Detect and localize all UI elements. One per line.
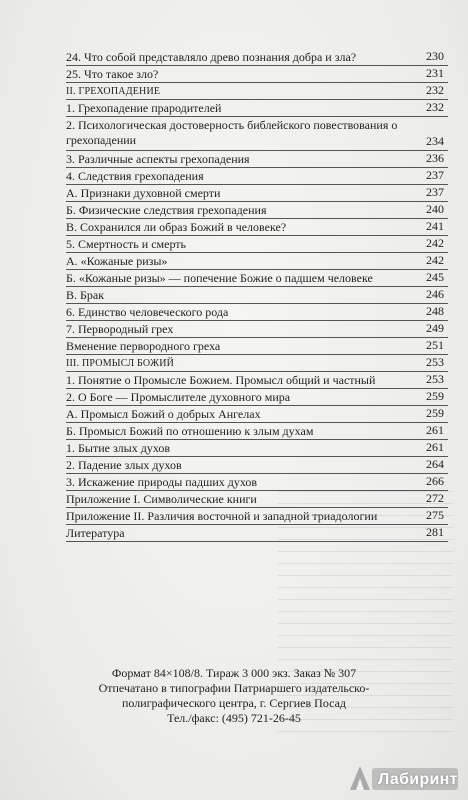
toc-title: 2. Психологическая достоверность библейского повествования о грехопадении [66, 118, 398, 147]
imprint-format: Формат 84×108/8. Тираж 3 000 экз. Заказ № 307 [111, 666, 357, 680]
toc-page: 241 [426, 219, 444, 233]
toc-page: 259 [426, 406, 444, 420]
toc-title: Б. Физические следствия грехопадения [66, 203, 267, 217]
toc-entry [66, 440, 448, 457]
toc-title: В. Брак [66, 288, 105, 302]
toc-page: 253 [426, 355, 444, 369]
toc-title: А. Признаки духовной смерти [66, 186, 221, 200]
toc-page: 264 [426, 457, 444, 471]
toc-page: 236 [426, 151, 444, 165]
toc-page: 248 [426, 304, 444, 318]
toc-entry [66, 168, 448, 185]
toc-title: Приложение II. Различия восточной и западной триадологии [66, 509, 378, 523]
toc-title: В. Сохранился ли образ Божий в человеке? [66, 220, 287, 234]
toc-entry [66, 151, 448, 168]
toc-title: Вменение первородного греха [66, 339, 221, 353]
imprint-location: полиграфического центра, г. Сергиев Посад [121, 696, 347, 710]
toc-title: Б. Промысл Божий по отношению к злым духам [66, 424, 314, 438]
imprint-phone: Тел./факс: (495) 721-26-45 [167, 711, 301, 725]
toc-entry [66, 253, 448, 270]
toc-title: Б. «Кожаные ризы» — попечение Божие о падшем человеке [66, 271, 373, 285]
toc-entry [66, 185, 448, 202]
toc-page: 275 [426, 508, 444, 522]
toc-title: 2. Падение злых духов [66, 458, 182, 472]
toc-title: 24. Что собой представляло древо познания добра и зла? [66, 50, 357, 64]
toc-entry [66, 304, 448, 321]
toc-entry [66, 66, 448, 83]
toc-title: Литература [66, 526, 125, 540]
toc-entry [66, 491, 448, 508]
toc-entry [66, 270, 448, 287]
toc-page: 237 [426, 185, 444, 199]
toc-entry [66, 100, 448, 117]
toc-section-heading [66, 355, 448, 372]
table-of-contents [66, 49, 448, 542]
toc-title: III. ПРОМЫСЛ БОЖИЙ [66, 358, 175, 369]
imprint-printer: Отпечатано в типографии Патриаршего издательско- [98, 681, 370, 695]
toc-page: 245 [426, 270, 444, 284]
toc-section-heading [66, 83, 448, 100]
toc-entry [66, 287, 448, 304]
toc-title: 6. Единство человеческого рода [66, 305, 229, 319]
toc-title: Приложение I. Символические книги [66, 492, 257, 506]
toc-page: 249 [426, 321, 444, 335]
toc-title: 3. Искажение природы падших духов [66, 475, 258, 489]
toc-page: 259 [426, 389, 444, 403]
toc-title: 25. Что такое зло? [66, 67, 159, 81]
toc-page: 261 [426, 423, 444, 437]
toc-page: 242 [426, 253, 444, 267]
toc-title: А. «Кожаные ризы» [66, 254, 168, 268]
toc-title: 1. Грехопадение прародителей [66, 101, 222, 115]
toc-title: 4. Следствия грехопадения [66, 169, 204, 183]
toc-title: А. Промысл Божий о добрых Ангелах [66, 407, 261, 421]
toc-page: 266 [426, 474, 444, 488]
toc-entry [66, 321, 448, 338]
toc-page: 231 [426, 66, 444, 80]
toc-title: 5. Смертность и смерть [66, 237, 186, 251]
imprint-block [0, 666, 468, 726]
toc-page: 240 [426, 202, 444, 216]
toc-page: 234 [426, 134, 444, 148]
toc-entry [66, 474, 448, 491]
toc-page: 232 [426, 100, 444, 114]
toc-entry [66, 338, 448, 355]
toc-entry [66, 525, 448, 542]
toc-entry [66, 406, 448, 423]
toc-title: 1. Понятие о Промысле Божием. Промысл общий и частный [66, 373, 376, 387]
toc-page: 251 [426, 338, 444, 352]
toc-title: 3. Различные аспекты грехопадения [66, 152, 250, 166]
toc-entry [66, 202, 448, 219]
toc-title: 1. Бытие злых духов [66, 441, 171, 455]
toc-title: 2. О Боге — Промыслителе духовного мира [66, 390, 291, 404]
toc-page: 237 [426, 168, 444, 182]
toc-entry [66, 117, 448, 151]
toc-entry [66, 236, 448, 253]
toc-entry [66, 219, 448, 236]
toc-page: 246 [426, 287, 444, 301]
toc-entry [66, 372, 448, 389]
toc-page: 253 [426, 372, 444, 386]
toc-page: 261 [426, 440, 444, 454]
toc-entry [66, 389, 448, 406]
toc-page: 242 [426, 236, 444, 250]
toc-page: 272 [426, 491, 444, 505]
toc-page: 232 [426, 83, 444, 97]
toc-entry [66, 457, 448, 474]
toc-title: 7. Первородный грех [66, 322, 174, 336]
toc-page: 281 [426, 525, 444, 539]
toc-title: II. ГРЕХОПАДЕНИЕ [66, 86, 161, 97]
toc-entry [66, 508, 448, 525]
watermark-text: Лабиринт [378, 771, 458, 788]
toc-entry [66, 49, 448, 66]
toc-entry [66, 423, 448, 440]
toc-page: 230 [426, 49, 444, 63]
